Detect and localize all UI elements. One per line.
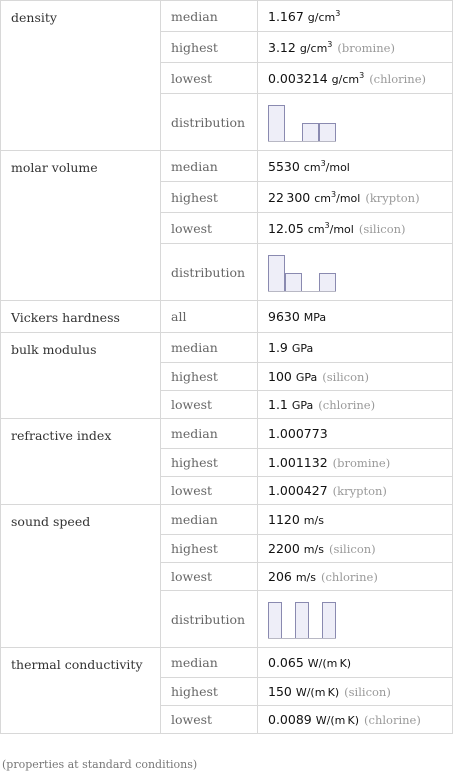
property-name-refractive-index: refractive index [1, 419, 161, 505]
value-number: 100 [268, 369, 292, 384]
value-unit: GPa [295, 371, 318, 384]
value-refractive-index-lowest [258, 477, 453, 505]
value-source-note: (chlorine) [321, 570, 378, 584]
row-label-highest: highest [161, 363, 258, 391]
row-label-distribution: distribution [161, 94, 258, 151]
histogram-bar [268, 105, 285, 142]
value-thermal-conductivity-highest [258, 678, 453, 706]
histogram-bar [295, 602, 309, 639]
value-density-lowest [258, 63, 453, 94]
value-number: 1.9 [268, 340, 288, 355]
value-unit: $cm^3$/mol [307, 220, 354, 236]
row-label-highest: highest [161, 32, 258, 63]
value-source-note: (chlorine) [318, 398, 376, 412]
value-source-note: (bromine) [337, 40, 395, 55]
histogram-axis [268, 291, 336, 292]
value-thermal-conductivity-median [258, 648, 453, 678]
row-label-median: median [161, 333, 258, 363]
value-number: 206 [268, 569, 292, 584]
histogram-bar [268, 602, 282, 639]
value-number: 1.1 [268, 397, 288, 412]
value-unit: $g/cm^3$ [307, 8, 341, 24]
histogram-bar [268, 255, 285, 292]
value-unit: W/(m K) [315, 714, 360, 727]
value-number: 1.000773 [268, 426, 328, 441]
property-name-sound-speed: sound speed [1, 505, 161, 648]
row-label-lowest: lowest [161, 563, 258, 591]
value-sound-speed-lowest [258, 563, 453, 591]
value-sound-speed-median [258, 505, 453, 535]
histogram-bar [319, 123, 336, 142]
histogram-axis [268, 141, 336, 142]
row-label-median: median [161, 419, 258, 449]
value-vickers-hardness-all [258, 301, 453, 333]
value-number: 2200 [268, 541, 300, 556]
value-number: 1.000427 [268, 483, 328, 498]
value-number: 1120 [268, 512, 300, 527]
value-number: 12.05 [268, 220, 304, 236]
histogram-bar [322, 602, 336, 639]
value-source-note: (chlorine) [369, 71, 426, 86]
row-label-lowest: lowest [161, 477, 258, 505]
value-refractive-index-median [258, 419, 453, 449]
row-label-median: median [161, 505, 258, 535]
value-density-highest [258, 32, 453, 63]
row-label-distribution: distribution [161, 244, 258, 301]
table-row [1, 648, 453, 678]
histogram [268, 252, 452, 292]
row-label-highest: highest [161, 449, 258, 477]
value-source-note: (krypton) [365, 190, 420, 205]
row-label-distribution: distribution [161, 591, 258, 648]
value-source-note: (chlorine) [364, 713, 421, 727]
row-label-lowest: lowest [161, 213, 258, 244]
value-source-note: (silicon) [358, 221, 406, 236]
table-row [1, 151, 453, 182]
value-thermal-conductivity-lowest [258, 706, 453, 734]
distribution-histogram-molar-volume [258, 244, 453, 301]
table-row [1, 333, 453, 363]
footnote: (properties at standard conditions) [2, 758, 198, 771]
histogram-axis [268, 638, 336, 639]
property-name-thermal-conductivity: thermal conductivity [1, 648, 161, 734]
value-number: 5530 [268, 158, 300, 174]
table-row [1, 301, 453, 333]
value-source-note: (krypton) [332, 484, 387, 498]
value-bulk-modulus-lowest [258, 391, 453, 419]
value-molar-volume-lowest [258, 213, 453, 244]
value-unit: $g/cm^3$ [331, 70, 365, 86]
value-refractive-index-highest [258, 449, 453, 477]
value-source-note: (silicon) [344, 685, 391, 699]
distribution-histogram-density [258, 94, 453, 151]
row-label-all: all [161, 301, 258, 333]
value-unit: GPa [291, 342, 314, 355]
value-molar-volume-median [258, 151, 453, 182]
row-label-median: median [161, 648, 258, 678]
value-unit: W/(m K) [295, 686, 340, 699]
value-source-note: (bromine) [332, 456, 391, 470]
histogram-bar [302, 123, 319, 142]
property-name-bulk-modulus: bulk modulus [1, 333, 161, 419]
distribution-histogram-sound-speed [258, 591, 453, 648]
property-name-molar-volume: molar volume [1, 151, 161, 301]
table-row [1, 419, 453, 449]
value-number: 22 300 [268, 189, 311, 205]
table-row [1, 505, 453, 535]
value-unit: $cm^3$/mol [303, 158, 350, 174]
value-unit: m/s [303, 543, 324, 556]
row-label-lowest: lowest [161, 63, 258, 94]
row-label-median: median [161, 1, 258, 32]
value-molar-volume-highest [258, 182, 453, 213]
value-number: 0.003214 [268, 70, 328, 86]
value-unit: W/(m K) [307, 657, 352, 670]
value-number: 1.167 [268, 8, 304, 24]
value-density-median [258, 1, 453, 32]
value-source-note: (silicon) [328, 542, 376, 556]
value-number: 9630 [268, 309, 300, 324]
value-number: 1.001132 [268, 455, 328, 470]
value-unit: m/s [295, 571, 316, 584]
value-bulk-modulus-median [258, 333, 453, 363]
row-label-median: median [161, 151, 258, 182]
value-number: 150 [268, 684, 292, 699]
value-unit: GPa [291, 399, 314, 412]
table-row [1, 1, 453, 32]
row-label-highest: highest [161, 678, 258, 706]
histogram [268, 599, 452, 639]
value-sound-speed-highest [258, 535, 453, 563]
value-source-note: (silicon) [322, 370, 369, 384]
row-label-highest: highest [161, 535, 258, 563]
value-unit: MPa [303, 311, 327, 324]
histogram-bar [285, 273, 302, 292]
property-name-density: density [1, 1, 161, 151]
value-number: 0.0089 [268, 712, 312, 727]
histogram [268, 102, 452, 142]
value-unit: m/s [303, 514, 324, 527]
value-unit: $cm^3$/mol [314, 189, 361, 205]
row-label-highest: highest [161, 182, 258, 213]
row-label-lowest: lowest [161, 391, 258, 419]
row-label-lowest: lowest [161, 706, 258, 734]
property-name-vickers-hardness: Vickers hardness [1, 301, 161, 333]
value-unit: $g/cm^3$ [299, 39, 333, 55]
value-number: 3.12 [268, 39, 296, 55]
value-number: 0.065 [268, 655, 304, 670]
histogram-bar [319, 273, 336, 292]
value-bulk-modulus-highest [258, 363, 453, 391]
